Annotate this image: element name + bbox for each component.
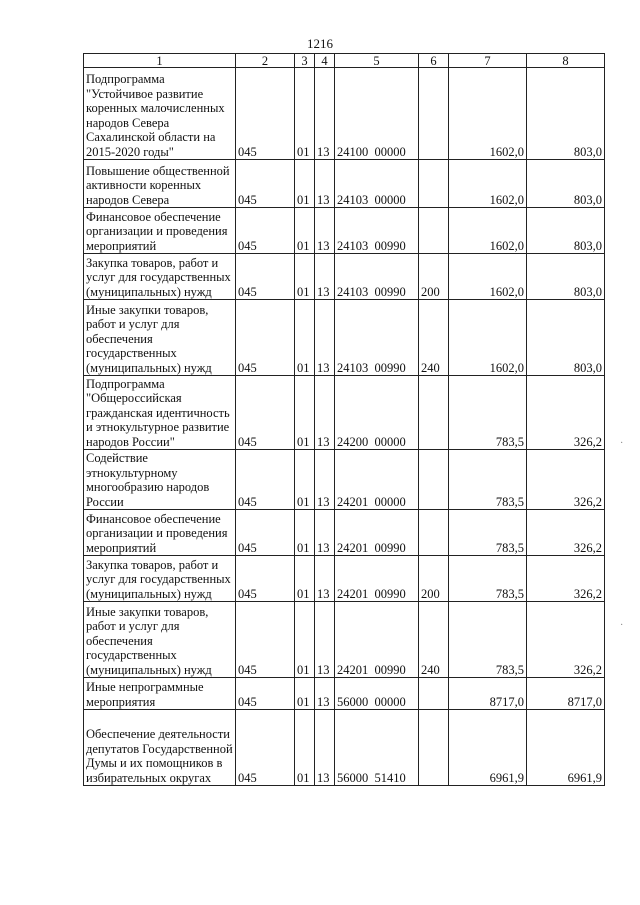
section-code: 01 bbox=[295, 160, 315, 208]
ministry-code: 045 bbox=[236, 208, 295, 254]
row-name: Закупка товаров, работ и услуг для государственных (муниципальных) нужд bbox=[84, 556, 236, 602]
amount-col7: 783,5 bbox=[449, 376, 527, 450]
expense-type-code bbox=[419, 450, 449, 510]
section-code: 01 bbox=[295, 510, 315, 556]
expense-type-code bbox=[419, 208, 449, 254]
row-name: Иные закупки товаров, работ и услуг для обеспечения государственных (муниципальных) нужд bbox=[84, 602, 236, 678]
section-code: 01 bbox=[295, 678, 315, 710]
table-row bbox=[84, 68, 605, 160]
subsection-code: 13 bbox=[315, 254, 335, 300]
section-code: 01 bbox=[295, 68, 315, 160]
amount-col7: 8717,0 bbox=[449, 678, 527, 710]
expense-type-code bbox=[419, 678, 449, 710]
row-name: Финансовое обеспечение организации и проведения мероприятий bbox=[84, 208, 236, 254]
section-code: 01 bbox=[295, 376, 315, 450]
amount-col7: 1602,0 bbox=[449, 68, 527, 160]
subsection-code: 13 bbox=[315, 160, 335, 208]
table-row bbox=[84, 208, 605, 254]
table-row bbox=[84, 450, 605, 510]
column-header: 2 bbox=[236, 54, 295, 68]
target-article-code: 24103 00000 bbox=[335, 160, 419, 208]
row-name: Финансовое обеспечение организации и проведения мероприятий bbox=[84, 510, 236, 556]
amount-col8: 803,0 bbox=[527, 300, 605, 376]
subsection-code: 13 bbox=[315, 208, 335, 254]
target-article-code: 24201 00990 bbox=[335, 556, 419, 602]
column-header: 3 bbox=[295, 54, 315, 68]
target-article-code: 24201 00990 bbox=[335, 510, 419, 556]
ministry-code: 045 bbox=[236, 450, 295, 510]
row-name: Повышение общественной активности коренных народов Севера bbox=[84, 160, 236, 208]
target-article-code: 24201 00000 bbox=[335, 450, 419, 510]
expense-type-code bbox=[419, 510, 449, 556]
amount-col7: 783,5 bbox=[449, 510, 527, 556]
row-name: Подпрограмма "Общероссийская гражданская идентичность и этнокультурное развитие народов России" bbox=[84, 376, 236, 450]
target-article-code: 24103 00990 bbox=[335, 208, 419, 254]
column-header: 1 bbox=[84, 54, 236, 68]
amount-col7: 1602,0 bbox=[449, 254, 527, 300]
amount-col7: 6961,9 bbox=[449, 710, 527, 786]
table-row bbox=[84, 254, 605, 300]
expense-type-code: 200 bbox=[419, 556, 449, 602]
expense-type-code bbox=[419, 376, 449, 450]
table-row bbox=[84, 602, 605, 678]
ministry-code: 045 bbox=[236, 68, 295, 160]
row-name: Иные непрограммные мероприятия bbox=[84, 678, 236, 710]
ministry-code: 045 bbox=[236, 602, 295, 678]
table-row bbox=[84, 710, 605, 786]
section-code: 01 bbox=[295, 602, 315, 678]
table-row bbox=[84, 510, 605, 556]
table-row bbox=[84, 556, 605, 602]
section-code: 01 bbox=[295, 450, 315, 510]
ministry-code: 045 bbox=[236, 160, 295, 208]
row-name: Иные закупки товаров, работ и услуг для обеспечения государственных (муниципальных) нужд bbox=[84, 300, 236, 376]
budget-table bbox=[83, 53, 605, 786]
column-header-row bbox=[84, 54, 605, 68]
target-article-code: 24201 00990 bbox=[335, 602, 419, 678]
table-row bbox=[84, 376, 605, 450]
amount-col8: 326,2 bbox=[527, 376, 605, 450]
target-article-code: 56000 00000 bbox=[335, 678, 419, 710]
expense-type-code: 240 bbox=[419, 300, 449, 376]
subsection-code: 13 bbox=[315, 710, 335, 786]
amount-col7: 1602,0 bbox=[449, 208, 527, 254]
subsection-code: 13 bbox=[315, 450, 335, 510]
target-article-code: 24103 00990 bbox=[335, 254, 419, 300]
target-article-code: 24100 00000 bbox=[335, 68, 419, 160]
page-number: 1216 bbox=[307, 36, 333, 51]
table-row bbox=[84, 300, 605, 376]
amount-col8: 6961,9 bbox=[527, 710, 605, 786]
amount-col8: 803,0 bbox=[527, 68, 605, 160]
section-code: 01 bbox=[295, 254, 315, 300]
column-header: 8 bbox=[527, 54, 605, 68]
column-header: 7 bbox=[449, 54, 527, 68]
subsection-code: 13 bbox=[315, 376, 335, 450]
subsection-code: 13 bbox=[315, 678, 335, 710]
table-row bbox=[84, 678, 605, 710]
column-header: 4 bbox=[315, 54, 335, 68]
expense-type-code: 240 bbox=[419, 602, 449, 678]
amount-col8: 326,2 bbox=[527, 510, 605, 556]
column-header: 6 bbox=[419, 54, 449, 68]
row-name: Закупка товаров, работ и услуг для государственных (муниципальных) нужд bbox=[84, 254, 236, 300]
target-article-code: 24200 00000 bbox=[335, 376, 419, 450]
section-code: 01 bbox=[295, 300, 315, 376]
amount-col7: 1602,0 bbox=[449, 160, 527, 208]
amount-col8: 326,2 bbox=[527, 556, 605, 602]
row-name: Содействие этнокультурному многообразию народов России bbox=[84, 450, 236, 510]
target-article-code: 24103 00990 bbox=[335, 300, 419, 376]
amount-col7: 783,5 bbox=[449, 556, 527, 602]
section-code: 01 bbox=[295, 208, 315, 254]
row-name: Обеспечение деятельности депутатов Государственной Думы и их помощников в избирательных округах bbox=[84, 710, 236, 786]
subsection-code: 13 bbox=[315, 602, 335, 678]
amount-col8: 803,0 bbox=[527, 160, 605, 208]
amount-col7: 783,5 bbox=[449, 602, 527, 678]
scan-speck: · bbox=[620, 438, 624, 449]
section-code: 01 bbox=[295, 556, 315, 602]
amount-col7: 1602,0 bbox=[449, 300, 527, 376]
table-row bbox=[84, 160, 605, 208]
amount-col8: 326,2 bbox=[527, 602, 605, 678]
subsection-code: 13 bbox=[315, 510, 335, 556]
expense-type-code bbox=[419, 710, 449, 786]
amount-col8: 326,2 bbox=[527, 450, 605, 510]
amount-col8: 8717,0 bbox=[527, 678, 605, 710]
expense-type-code: 200 bbox=[419, 254, 449, 300]
ministry-code: 045 bbox=[236, 678, 295, 710]
ministry-code: 045 bbox=[236, 510, 295, 556]
section-code: 01 bbox=[295, 710, 315, 786]
scan-speck: · bbox=[620, 620, 624, 631]
subsection-code: 13 bbox=[315, 556, 335, 602]
amount-col8: 803,0 bbox=[527, 254, 605, 300]
amount-col7: 783,5 bbox=[449, 450, 527, 510]
ministry-code: 045 bbox=[236, 376, 295, 450]
column-header: 5 bbox=[335, 54, 419, 68]
ministry-code: 045 bbox=[236, 710, 295, 786]
expense-type-code bbox=[419, 160, 449, 208]
target-article-code: 56000 51410 bbox=[335, 710, 419, 786]
ministry-code: 045 bbox=[236, 300, 295, 376]
ministry-code: 045 bbox=[236, 254, 295, 300]
subsection-code: 13 bbox=[315, 68, 335, 160]
subsection-code: 13 bbox=[315, 300, 335, 376]
row-name: Подпрограмма "Устойчивое развитие коренных малочисленных народов Севера Сахалинской области на 2015-2020 годы" bbox=[84, 68, 236, 160]
amount-col8: 803,0 bbox=[527, 208, 605, 254]
expense-type-code bbox=[419, 68, 449, 160]
ministry-code: 045 bbox=[236, 556, 295, 602]
